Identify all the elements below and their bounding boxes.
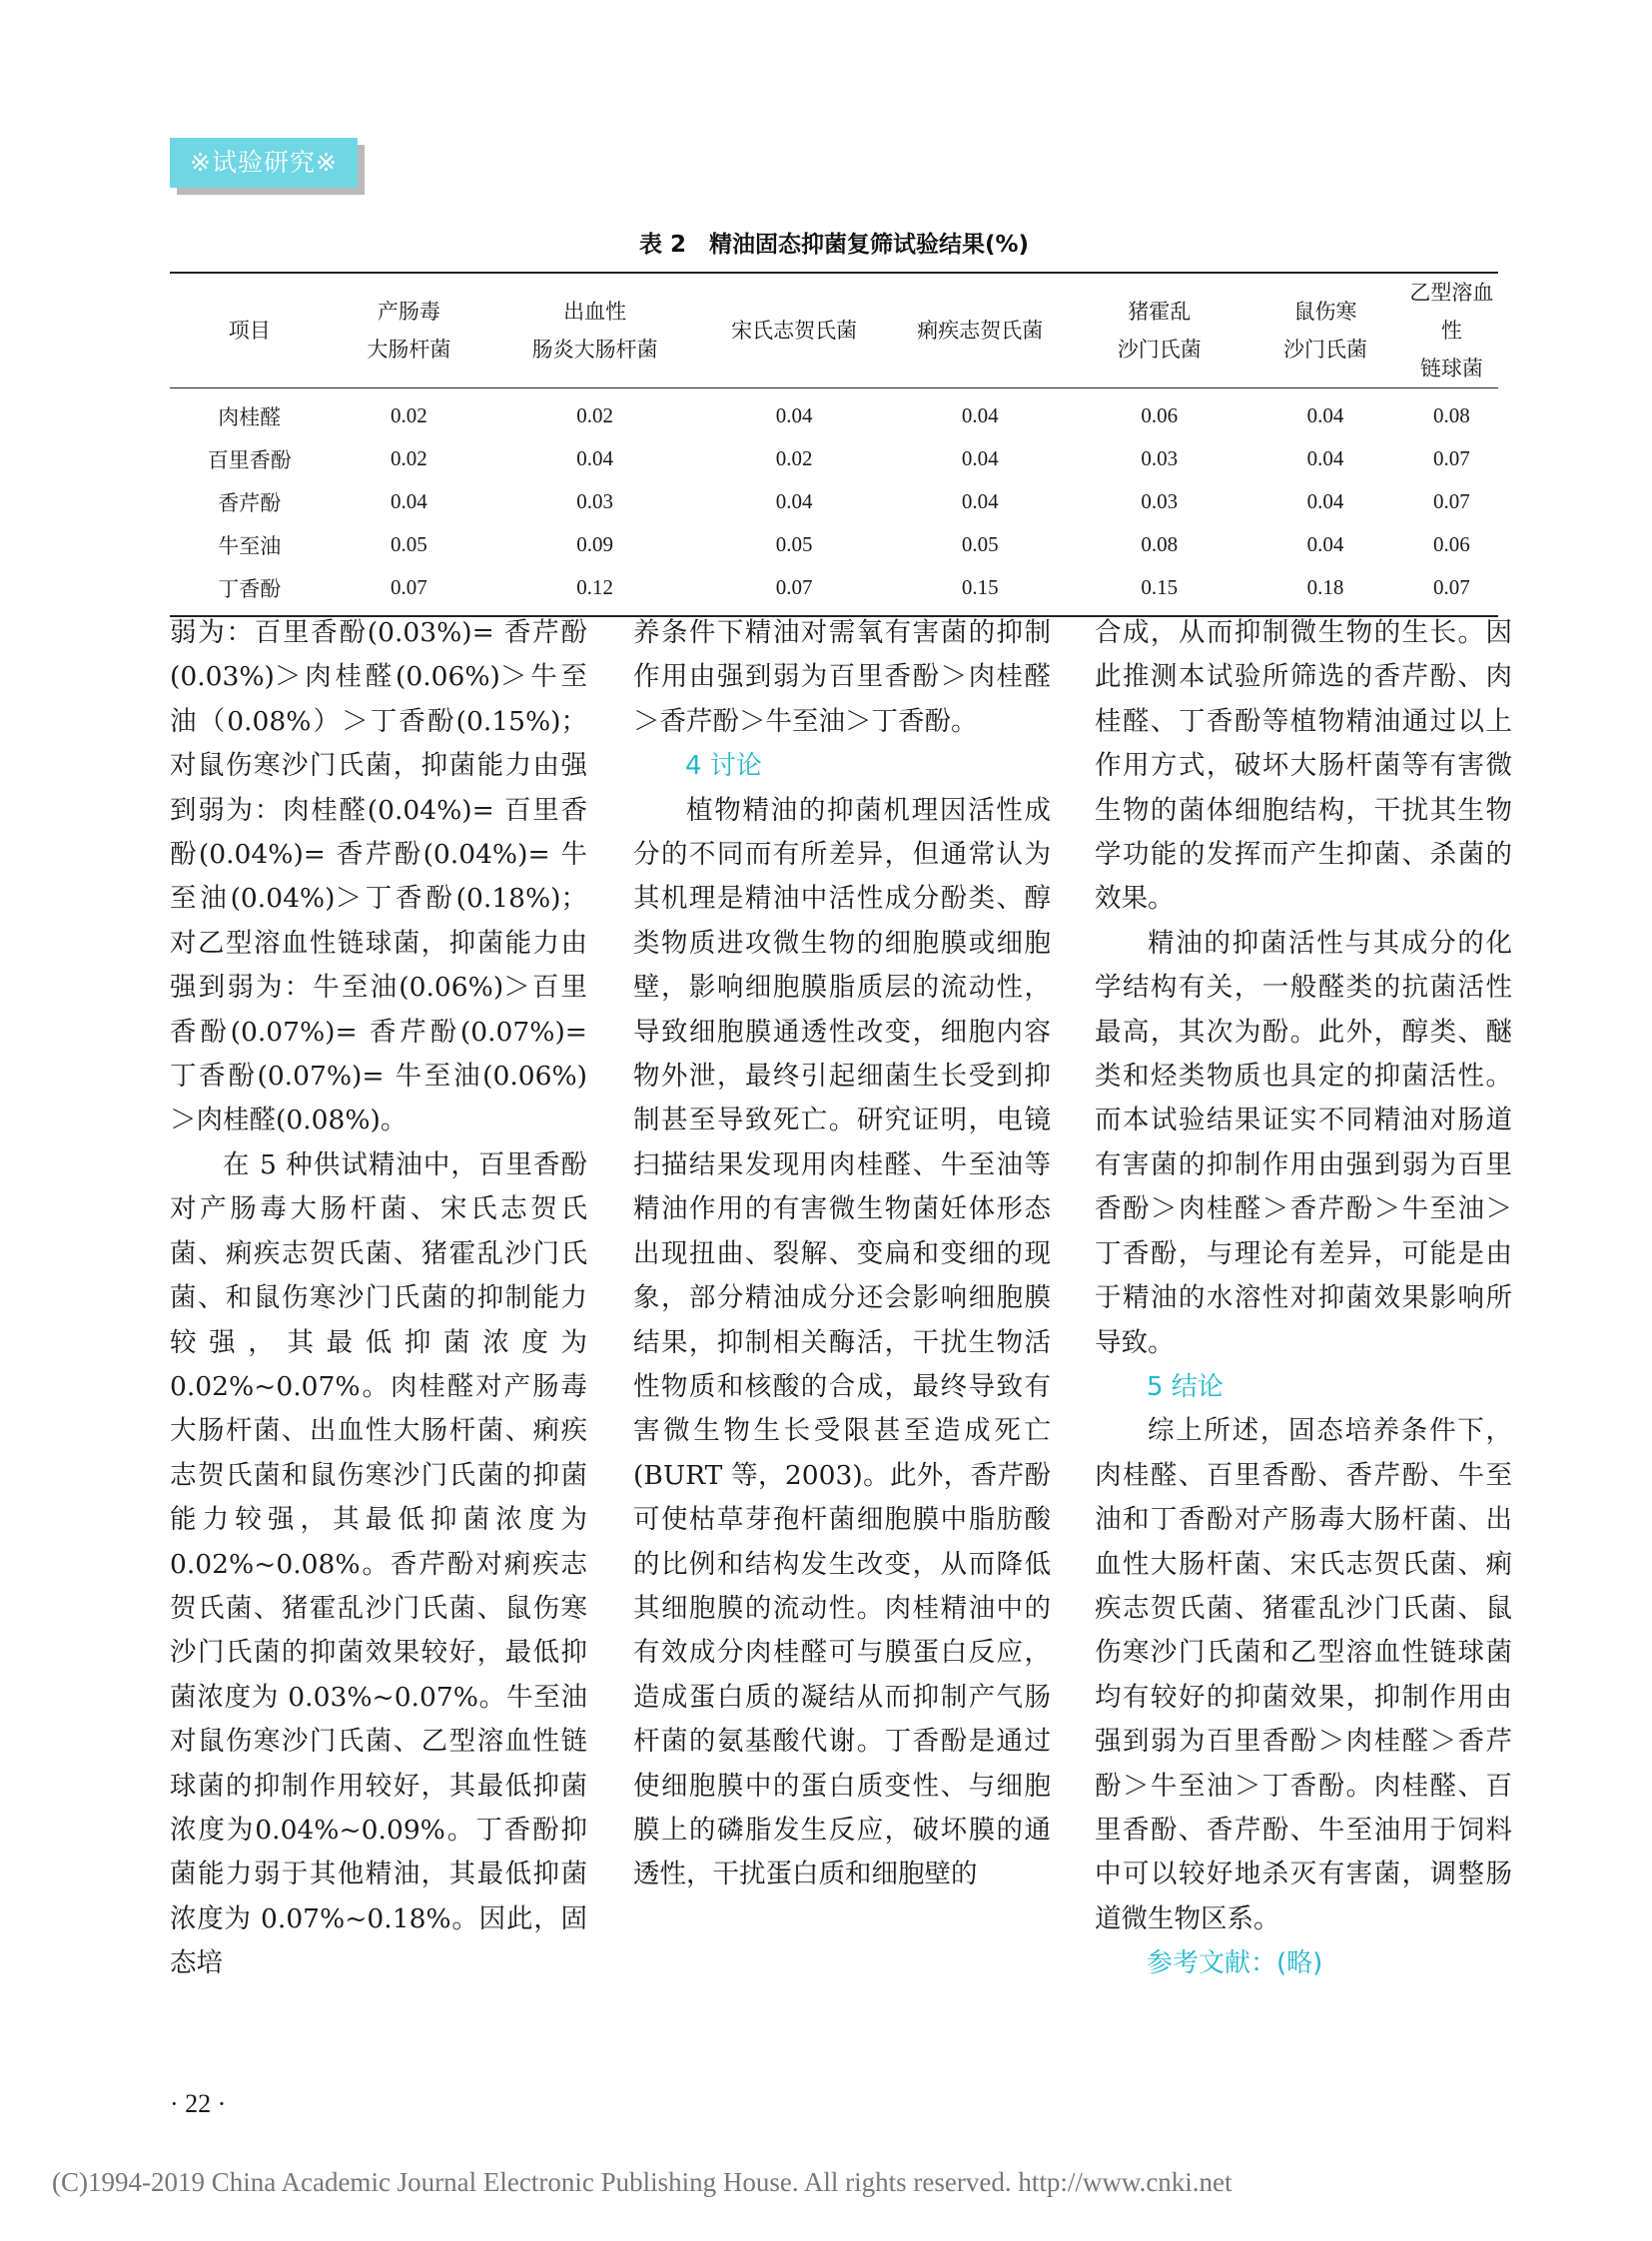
table-cell: 0.05	[775, 532, 813, 556]
table-header-cell: 宋氏志贺氏菌	[731, 319, 858, 343]
copyright-footer: (C)1994-2019 China Academic Journal Electronic Publishing House. All rights reserved. http://www.cnki.net	[52, 2167, 1233, 2197]
table-cell: 0.02	[576, 403, 613, 427]
table-cell: 0.18	[1306, 575, 1344, 599]
table-cell: 0.04	[775, 403, 813, 427]
table-cell: 0.04	[576, 446, 613, 470]
table-row	[170, 480, 1498, 523]
table-cell: 0.07	[775, 575, 813, 599]
text-column-2	[633, 611, 1051, 1897]
table-header-cell: 痢疾志贺氏菌	[917, 319, 1044, 343]
table-cell: 0.06	[1141, 403, 1179, 427]
table-cell: 0.02	[775, 446, 813, 470]
table-cell: 0.06	[1433, 532, 1470, 556]
table-cell: 0.04	[1306, 403, 1344, 427]
table-header-row	[170, 273, 1498, 388]
table-cell: 0.07	[391, 575, 427, 599]
table-cell: 0.02	[391, 403, 427, 427]
table-cell: 0.04	[775, 489, 813, 513]
table-cell: 0.04	[961, 489, 999, 513]
table-row	[170, 388, 1498, 438]
text-column-1	[170, 611, 587, 1986]
table-cell: 0.02	[391, 446, 427, 470]
paragraph: 弱为：百里香酚(0.03%)= 香芹酚(0.03%)＞肉桂醛(0.06%)＞牛至油（0.08%）＞丁香酚(0.15%)；对鼠伤寒沙门氏菌，抑菌能力由强到弱为：肉桂醛(0.04%)= 百里香酚(0.04%)= 香芹酚(0.04%)= 牛至油(0.04%)＞丁香酚(0.18%)；对乙型溶血性链球菌，抑菌能力由强到弱为：牛至油(0.06%)＞百里香酚(0.07%)= 香芹酚(0.07%)= 丁香酚(0.07%)= 牛至油(0.06%)＞肉桂醛(0.08%)。	[170, 617, 587, 1136]
results-table	[170, 272, 1498, 617]
table-cell: 0.04	[391, 489, 427, 513]
references-heading: 参考文献：(略)	[1147, 1948, 1323, 1979]
section-heading: 5 结论	[1147, 1371, 1224, 1402]
row-label: 百里香酚	[207, 447, 292, 472]
table-cell: 0.12	[576, 575, 613, 599]
table-cell: 0.07	[1433, 575, 1470, 599]
paragraph: 合成，从而抑制微生物的生长。因此推测本试验所筛选的香芹酚、肉桂醛、丁香酚等植物精油通过以上作用方式，破坏大肠杆菌等有害微生物的菌体细胞结构，干扰其生物学功能的发挥而产生抑菌、杀菌的效果。	[1095, 617, 1512, 915]
table-header-cell: 乙型溶血性 链球菌	[1409, 281, 1494, 380]
table-header-cell: 猪霍乱 沙门氏菌	[1117, 300, 1202, 362]
table-cell: 0.05	[391, 532, 427, 556]
page-number: · 22 ·	[170, 2089, 227, 2118]
table-cell: 0.05	[961, 532, 999, 556]
table-header-cell: 项目	[228, 319, 271, 343]
table-cell: 0.04	[1306, 489, 1344, 513]
row-label: 香芹酚	[218, 490, 282, 515]
paragraph: 养条件下精油对需氧有害菌的抑制作用由强到弱为百里香酚＞肉桂醛＞香芹酚＞牛至油＞丁香酚。	[633, 617, 1051, 737]
table-header-cell: 出血性 肠炎大肠杆菌	[531, 300, 658, 362]
table-header-cell: 产肠毒 大肠杆菌	[367, 300, 451, 362]
table-cell: 0.08	[1141, 532, 1179, 556]
table-cell: 0.09	[576, 532, 613, 556]
table-cell: 0.04	[1306, 532, 1344, 556]
row-label: 肉桂醛	[218, 404, 282, 429]
paragraph: 在 5 种供试精油中，百里香酚对产肠毒大肠杆菌、宋氏志贺氏菌、痢疾志贺氏菌、猪霍乱沙门氏菌、和鼠伤寒沙门氏菌的抑制能力较强，其最低抑菌浓度为0.02%~0.07%。肉桂醛对产肠毒大肠杆菌、出血性大肠杆菌、痢疾志贺氏菌和鼠伤寒沙门氏菌的抑菌能力较强，其最低抑菌浓度为 0.02%~0.08%。香芹酚对痢疾志贺氏菌、猪霍乱沙门氏菌、鼠伤寒沙门氏菌的抑菌效果较好，最低抑菌浓度为 0.03%~0.07%。牛至油对鼠伤寒沙门氏菌、乙型溶血性链球菌的抑制作用较好，其最低抑菌浓度为0.04%~0.09%。丁香酚抑菌能力弱于其他精油，其最低抑菌浓度为 0.07%~0.18%。因此，固态培	[170, 1148, 587, 1979]
row-label: 丁香酚	[218, 576, 282, 601]
section-tag: ※试验研究※	[170, 138, 358, 188]
table-cell: 0.04	[961, 446, 999, 470]
table-cell: 0.08	[1433, 403, 1470, 427]
text-column-3	[1095, 611, 1512, 1986]
table-cell: 0.04	[961, 403, 999, 427]
paragraph: 综上所述，固态培养条件下，肉桂醛、百里香酚、香芹酚、牛至油和丁香酚对产肠毒大肠杆菌、出血性大肠杆菌、宋氏志贺氏菌、痢疾志贺氏菌、猪霍乱沙门氏菌、鼠伤寒沙门氏菌和乙型溶血性链球菌均有较好的抑菌效果，抑制作用由强到弱为百里香酚＞肉桂醛＞香芹酚＞牛至油＞丁香酚。肉桂醛、百里香酚、香芹酚、牛至油用于饲料中可以较好地杀灭有害菌，调整肠道微生物区系。	[1095, 1415, 1512, 1934]
table-row	[170, 437, 1498, 480]
table-cell: 0.15	[961, 575, 999, 599]
table-row	[170, 566, 1498, 616]
paragraph: 精油的抑菌活性与其成分的化学结构有关，一般醛类的抗菌活性最高，其次为酚。此外，醇类、醚类和烃类物质也具定的抑菌活性。而本试验结果证实不同精油对肠道有害菌的抑制作用由强到弱为百里香酚＞肉桂醛＞香芹酚＞牛至油＞丁香酚，与理论有差异，可能是由于精油的水溶性对抑菌效果影响所导致。	[1095, 927, 1512, 1358]
table-cell: 0.03	[1141, 489, 1179, 513]
table-caption: 表 2 精油固态抑菌复筛试验结果(%)	[638, 232, 1030, 258]
table-row	[170, 523, 1498, 566]
table-cell: 0.07	[1433, 489, 1470, 513]
table-cell: 0.15	[1141, 575, 1179, 599]
paragraph: 植物精油的抑菌机理因活性成分的不同而有所差异，但通常认为其机理是精油中活性成分酚类、醇类物质进攻微生物的细胞膜或细胞壁，影响细胞膜脂质层的流动性，导致细胞膜通透性改变，细胞内容物外泄，最终引起细菌生长受到抑制甚至导致死亡。研究证明，电镜扫描结果发现用肉桂醛、牛至油等精油作用的有害微生物菌妊体形态出现扭曲、裂解、变扁和变细的现象，部分精油成分还会影响细胞膜结果，抑制相关酶活，干扰生物活性物质和核酸的合成，最终导致有害微生物生长受限甚至造成死亡(BURT 等，2003)。此外，香芹酚可使枯草芽孢杆菌细胞膜中脂肪酸的比例和结构发生改变，从而降低其细胞膜的流动性。肉桂精油中的有效成分肉桂醛可与膜蛋白反应，造成蛋白质的凝结从而抑制产气肠杆菌的氨基酸代谢。丁香酚是通过使细胞膜中的蛋白质变性、与细胞膜上的磷脂发生反应，破坏膜的通透性，干扰蛋白质和细胞壁的	[633, 794, 1051, 1890]
table-header-cell: 鼠伤寒 沙门氏菌	[1283, 300, 1368, 362]
table-cell: 0.04	[1306, 446, 1344, 470]
table-cell: 0.03	[1141, 446, 1179, 470]
table-cell: 0.07	[1433, 446, 1470, 470]
section-heading: 4 讨论	[685, 751, 762, 782]
row-label: 牛至油	[218, 533, 282, 558]
table-cell: 0.03	[576, 489, 613, 513]
